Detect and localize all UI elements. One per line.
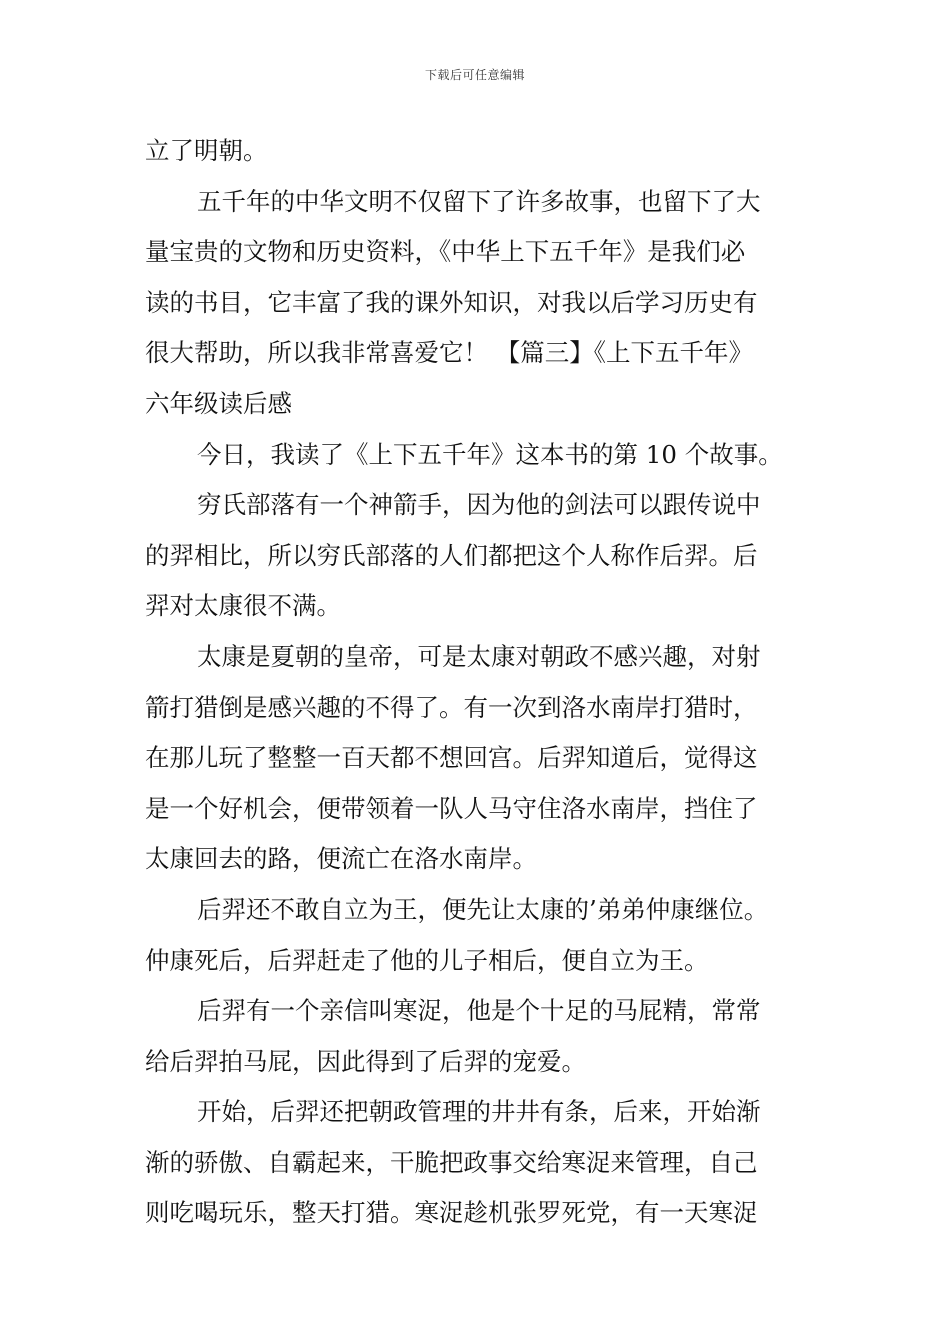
text-line: 五千年的中华文明不仅留下了许多故事，也留下了大 bbox=[197, 186, 761, 216]
text-line: 仲康死后，后羿赶走了他的儿子相后，便自立为王。 bbox=[145, 945, 709, 975]
text-line: 后羿还不敢自立为王，便先让太康的’弟弟仲康继位。 bbox=[197, 894, 769, 924]
text-line: 羿对太康很不满。 bbox=[145, 591, 341, 621]
text-line: 在那儿玩了整整一百天都不想回宫。后羿知道后，觉得这 bbox=[145, 743, 758, 773]
text-line: 量宝贵的文物和历史资料，《中华上下五千年》是我们必 bbox=[145, 237, 746, 267]
text-line: 太康回去的路，便流亡在洛水南岸。 bbox=[145, 844, 537, 874]
text-line: 渐的骄傲、自霸起来，干脆把政事交给寒浞来管理，自己 bbox=[145, 1147, 758, 1177]
text-line: 六年级读后感 bbox=[145, 388, 292, 418]
text-line: 则吃喝玩乐，整天打猎。寒浞趁机张罗死党，有一天寒浞 bbox=[145, 1198, 758, 1228]
text-line: 的羿相比，所以穷氏部落的人们都把这个人称作后羿。后 bbox=[145, 540, 758, 570]
text-line: 很大帮助，所以我非常喜爱它！ 【篇三】《上下五千年》 bbox=[145, 338, 754, 368]
text-line: 是一个好机会，便带领着一队人马守住洛水南岸，挡住了 bbox=[145, 793, 758, 823]
page-header: 下载后可任意编辑 bbox=[424, 68, 525, 82]
text-line: 给后羿拍马屁，因此得到了后羿的宠爱。 bbox=[145, 1046, 586, 1076]
text-line: 穷氏部落有一个神箭手，因为他的剑法可以跟传说中 bbox=[197, 490, 761, 520]
text-line: 读的书目，它丰富了我的课外知识，对我以后学习历史有 bbox=[145, 287, 758, 317]
text-line: 箭打猎倒是感兴趣的不得了。有一次到洛水南岸打猎时， bbox=[145, 692, 758, 722]
text-line: 太康是夏朝的皇帝，可是太康对朝政不感兴趣，对射 bbox=[197, 641, 761, 671]
document-body bbox=[145, 126, 825, 1239]
text-line: 开始，后羿还把朝政管理的井井有条，后来，开始渐 bbox=[197, 1097, 761, 1127]
text-line: 立了明朝。 bbox=[145, 136, 268, 165]
text-line: 今日，我读了《上下五千年》这本书的第 10 个故事。 bbox=[197, 439, 783, 469]
text-line: 后羿有一个亲信叫寒浞，他是个十足的马屁精，常常 bbox=[197, 996, 761, 1026]
